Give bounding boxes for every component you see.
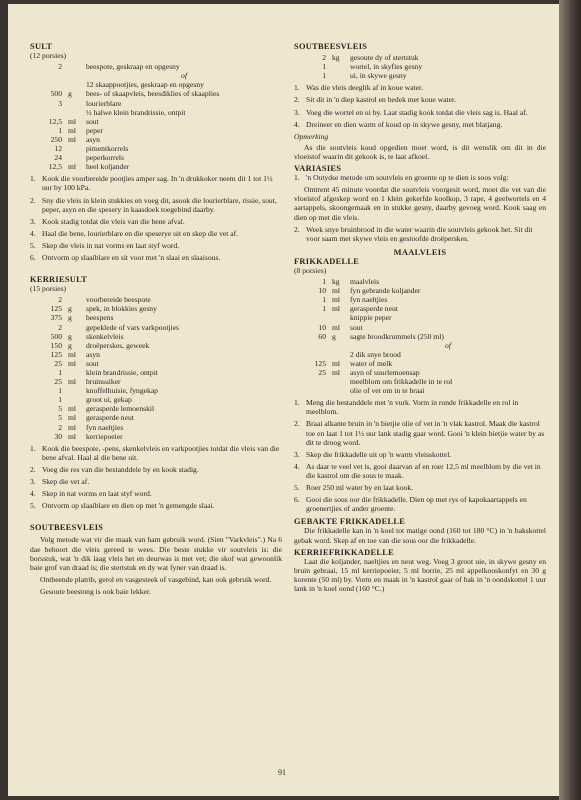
note-text: As die soutvleis koud opgedien moet word, is dit wenslik om dit in die vloeistof waarin dit gekook is, te laat afkoel. <box>294 142 546 161</box>
ingredient-name: ui, in skywe gesny <box>350 71 407 81</box>
ingredient-unit: ml <box>332 304 341 314</box>
ingredient-name: voorbereide beespote <box>86 295 151 305</box>
ingredient-quantity: 25 <box>54 358 62 368</box>
ingredient-unit <box>68 99 84 108</box>
ingredient-quantity: 2 <box>322 53 326 63</box>
ingredient-unit: ml <box>332 322 341 332</box>
sult-ingredients <box>30 62 282 171</box>
method-step: 5. Skep die vleis in nat vorms en laat styf word. <box>30 240 180 250</box>
frikkadelle-method <box>294 398 546 513</box>
ingredient-name: fyn gebrande koljander <box>350 286 421 296</box>
ingredient-name: klein brandrissie, ontpit <box>86 368 158 377</box>
soutbeesvleis-intro-para: Ontbeende platrib, gerol en vasgesteek of vasgebind, kan ook gebruik word. <box>40 574 272 584</box>
ingredient-unit: g <box>332 331 336 341</box>
left-column <box>30 42 282 599</box>
ingredient-unit: ml <box>68 116 77 126</box>
method-step: 1. Kook die beespote, -pens, skenkelvleis en varkpootjies totdat die vleis van die bene afval. Haal al die bene uit. <box>30 443 280 462</box>
kerriesult-ingredients <box>30 295 282 441</box>
ingredient-quantity: 12,5 <box>48 116 62 126</box>
ingredient-quantity <box>294 350 330 359</box>
variasies-step: 1. 'n Outydse metode om soutvleis en groente op te dien is soos volg: <box>294 173 509 183</box>
ingredient-name: lourierblare <box>86 98 122 108</box>
frikkadelle-ingredients <box>294 277 546 395</box>
ingredient-unit <box>332 62 348 71</box>
ingredient-name: sout <box>86 116 99 126</box>
ingredient-name: sout <box>86 358 99 368</box>
method-step: 1. Was die vleis deeglik af in koue water. <box>294 83 424 93</box>
method-step: 3. Voeg die wortel en ui by. Laat stadig kook totdat die vleis sag is. Haal af. <box>294 107 528 117</box>
ingredient-name: fyn naeltjies <box>350 295 388 305</box>
method-step: 3. Skep die frikkadelle uit op 'n warm vleisskottel. <box>294 449 452 459</box>
ingredient-unit: ml <box>68 377 77 387</box>
ingredient-quantity: 125 <box>314 358 326 368</box>
ingredient-name: beespote, geskraap en opgesny <box>86 62 180 72</box>
ingredient-unit: kg <box>332 277 340 287</box>
maalvleis-title: MAALVLEIS <box>393 247 447 257</box>
ingredient-unit: ml <box>332 286 341 296</box>
ingredient-quantity <box>294 377 330 386</box>
ingredient-quantity: 10 <box>318 322 326 332</box>
ingredient-unit <box>68 386 84 395</box>
method-step: 3. Skep die vet af. <box>30 477 90 487</box>
ingredient-quantity: 12,5 <box>48 162 62 172</box>
ingredient-unit <box>68 395 84 404</box>
sult-serves: (12 porsies) <box>30 51 67 61</box>
kerriesult-method <box>30 444 282 511</box>
kerriefrikkadelle-para: Laat die koljander, naeltjies en neut weg. Voeg 3 groot uie, in skywe gesny en bruin gebraai, 15 ml kerriepoeier, 5 ml borrie, 25 ml appelkooskonfyt en 30 g korente (50 ml) by. Vorm en maak in 'n kastrol gaar of bak in 'n oondskottel 1 uur lank in 'n koel oond (160 °C.) <box>294 556 546 593</box>
ingredient-quantity: 60 <box>318 331 326 341</box>
ingredient-quantity: 25 <box>54 377 62 387</box>
ingredient-unit <box>68 295 84 304</box>
ingredient-quantity: 1 <box>322 71 326 81</box>
ingredient-name: groot ui, gekap <box>86 395 132 405</box>
ingredient-quantity: 250 <box>50 134 62 144</box>
ingredient-unit: ml <box>68 125 77 135</box>
ingredient-quantity: 1 <box>58 125 62 135</box>
book-spine <box>559 0 581 800</box>
note-label: Opmerking <box>294 131 329 141</box>
ingredient-quantity: 30 <box>54 431 62 441</box>
ingredient-quantity: 1 <box>58 386 62 396</box>
frikkadelle-serves: (8 porsies) <box>294 265 327 275</box>
ingredient-quantity: 10 <box>318 286 326 296</box>
ingredient-unit <box>68 108 84 117</box>
ingredient-unit <box>332 313 348 322</box>
or-separator: of <box>181 71 187 81</box>
method-step: 4. Dreineer en dien warm of koud op in skywe gesny, met blatjang. <box>294 119 503 129</box>
ingredient-unit <box>68 323 84 332</box>
ingredient-unit: kg <box>332 53 340 63</box>
method-step: 5. Ontvorm op slaaiblare en dien op met 'n gemengde slaai. <box>30 501 215 511</box>
method-step: 2. Sit dit in 'n diep kastrol en bedek met koue water. <box>294 95 457 105</box>
ingredient-name: heel koljander <box>86 162 130 172</box>
ingredient-name: droëperskes, geweek <box>86 340 150 350</box>
kerriesult-title: KERRIESULT <box>30 275 88 285</box>
variasies-para: Omtrent 45 minute voordat die soutvleis voorgesit word, moet die vet van die vloeistof afgeskep word en 1 klein gekerfde koolkop, 3 rape, 4 geelwortels en 4 aartappels, skoongemaak en in stukke gesny, daarby gevoeg word. Kook saag en dien op met die vleis. <box>294 185 546 222</box>
or-separator: of <box>445 340 451 350</box>
method-step: 2. Sny die vleis in klein stukkies en voeg dit, asook die lourierblare, rissie, sout, peper, asyn en die spesery in kaasdoek toegebind daarby. <box>30 195 277 214</box>
ingredient-name: peper <box>86 125 103 135</box>
ingredient-quantity <box>294 313 330 322</box>
method-step: 4. Haal die bene, lourierblare en die speserye uit en skep die vet af. <box>30 228 239 238</box>
ingredient-quantity: 24 <box>54 153 62 163</box>
ingredient-name: gesoute dy of stertstuk <box>350 53 419 63</box>
ingredient-name: 2 dik snye brood <box>350 349 401 359</box>
ingredient-name: bees- of skaapvleis, beesdiklies of skaaplies <box>86 89 220 99</box>
ingredient-unit <box>332 350 348 359</box>
sult-title: SULT <box>30 42 53 51</box>
frikkadelle-title: FRIKKADELLE <box>294 256 360 266</box>
ingredient-quantity: 500 <box>50 331 62 341</box>
ingredient-quantity: 5 <box>58 404 62 414</box>
method-step: 2. Braai alkante bruin in 'n bietjie olie of vet in 'n vlak kastrol. Maak die kastrol toe en laat 1 tot 1½ uur lank stadig gaar word. Gooi 'n klein bietjie water by as dit te droog word. <box>294 419 545 447</box>
variasies-step: 2. Week snye bruinbrood in die water waarin die soutvleis gekook het. Sit dit voor saam met skywe vleis en gestoofde droëperskes. <box>294 224 533 243</box>
ingredient-quantity: 3 <box>58 98 62 108</box>
ingredient-name: skenkelvleis <box>86 331 124 341</box>
soutbeesvleis-title: SOUTBEESVLEIS <box>294 42 368 51</box>
ingredient-unit <box>68 144 84 153</box>
ingredient-name: gerasperde neut <box>86 413 134 423</box>
ingredient-name: water of melk <box>350 358 393 368</box>
ingredient-quantity: 1 <box>322 304 326 314</box>
ingredient-quantity: 2 <box>58 422 62 432</box>
ingredient-unit: ml <box>68 162 77 172</box>
ingredient-unit <box>68 368 84 377</box>
page-number: 91 <box>278 768 286 777</box>
ingredient-name: kerriepoeier <box>86 431 123 441</box>
method-step: 5. Roer 250 ml water by en laat kook. <box>294 483 414 493</box>
kerriesult-serves: (15 porsies) <box>30 284 67 294</box>
method-step: 6. Gooi die sous oor die frikkadelle. Dien op met rys of kapokaartappels en groenertjies of ander groente. <box>294 495 527 514</box>
soutbeesvleis-intro-para: Gesoute beestong is ook baie lekker. <box>40 586 151 596</box>
ingredient-quantity: 1 <box>58 368 62 377</box>
ingredient-quantity: 125 <box>50 304 62 314</box>
ingredient-quantity: 1 <box>322 295 326 305</box>
ingredient-quantity: 25 <box>318 368 326 377</box>
variasies-title: VARIASIES <box>294 164 342 174</box>
ingredient-unit: ml <box>68 404 77 414</box>
ingredient-quantity <box>30 80 66 89</box>
ingredient-unit: g <box>68 331 72 341</box>
ingredient-name: meelblom om frikkadelle in te rol <box>350 377 453 387</box>
ingredient-quantity: 150 <box>50 340 62 350</box>
ingredient-unit: g <box>68 89 72 99</box>
ingredient-name: wortel, in skyfies gesny <box>350 62 423 72</box>
ingredient-name: pimentkorrels <box>86 144 129 154</box>
ingredient-name: spek, in blokkies gesny <box>86 304 157 314</box>
ingredient-name: gepeklede of vars varkpootjies <box>86 322 179 332</box>
ingredient-name: asyn <box>86 349 100 359</box>
ingredient-unit: g <box>68 304 72 314</box>
ingredient-quantity: 1 <box>322 277 326 287</box>
ingredient-unit <box>332 71 348 80</box>
ingredient-quantity <box>294 386 330 395</box>
soutbeesvleis-method <box>294 83 546 128</box>
method-step: 2. Voeg die res van die bestanddele by en kook stadig. <box>30 464 199 474</box>
method-step: 3. Kook stadig totdat die vleis van die bene afval. <box>30 216 185 226</box>
ingredient-quantity: 2 <box>58 322 62 332</box>
ingredient-unit <box>332 386 348 395</box>
method-step: 1. Meng die bestanddele met 'n vurk. Vorm in ronde frikkadelle en rol in meelblom. <box>294 398 519 417</box>
ingredient-unit <box>68 80 84 89</box>
ingredient-name: peperkorrels <box>86 153 124 163</box>
ingredient-unit: ml <box>68 134 77 144</box>
ingredient-name: knoffelhuisie, fyngekap <box>86 386 158 396</box>
soutbeesvleis-intro-para: Volg metode wat vir die maak van ham gebruik word. (Sien "Varkvleis".) Na 6 dae behoort die vleis gereed te wees. Die beste stukke vir soutvleis is: die borsstuk, wat 'n dik laag vleis het en deurwas is met vet; die skof wat gewoonlik baie grof van draad is; die stertstuk en dy wat fyner van draad is. <box>30 535 282 572</box>
method-step: 6. Ontvorm op slaaiblare en sit voor met 'n slaai en slaaisous. <box>30 252 221 262</box>
gebakte-para: Die frikkadelle kan in 'n koel tot matige oond (160 tot 180 °C) in 'n bakskottel gebak word. Skep af en toe van die sous oor die frikkadelle. <box>294 526 546 545</box>
ingredient-unit: ml <box>68 413 77 423</box>
gebakte-title: GEBAKTE FRIKKADELLE <box>294 517 406 527</box>
ingredient-unit: g <box>68 340 72 350</box>
ingredient-unit: ml <box>68 431 77 441</box>
kerriefrikkadelle-title: KERRIEFRIKKADELLE <box>294 547 395 557</box>
right-column <box>294 42 546 596</box>
ingredient-name: gerasperde lemoenskil <box>86 404 155 414</box>
ingredient-name: sout <box>350 322 363 332</box>
ingredient-name: asyn <box>86 134 100 144</box>
ingredient-unit: ml <box>68 422 77 432</box>
ingredient-quantity: 5 <box>58 413 62 423</box>
method-step: 1. Kook die voorbereide pootjies amper sag. In 'n drukkoker neem dit 1 tot 1½ uur by 100 kPa. <box>30 174 273 193</box>
ingredient-unit: ml <box>332 358 341 368</box>
ingredient-quantity: 500 <box>50 89 62 99</box>
ingredient-unit: ml <box>332 295 341 305</box>
ingredient-name: gerasperde neut <box>350 304 398 314</box>
ingredient-unit <box>332 377 348 386</box>
ingredient-name: olie of vet om in te braai <box>350 386 425 396</box>
ingredient-unit: ml <box>68 358 77 368</box>
soutbeesvleis-intro-title: SOUTBEESVLEIS <box>30 523 104 533</box>
ingredient-name: sagte broodkrummels (250 ml) <box>350 331 444 341</box>
ingredient-name: bruinsuiker <box>86 377 121 387</box>
ingredient-name: 12 skaappootjies, geskraap en opgesny <box>86 80 204 90</box>
ingredient-quantity: 12 <box>54 144 62 154</box>
ingredient-name: beespens <box>86 313 114 323</box>
sult-method <box>30 174 282 262</box>
ingredient-unit: g <box>68 313 72 323</box>
ingredient-name: ½ halwe klein brandrissie, ontpit <box>86 107 186 117</box>
ingredient-quantity <box>30 108 66 117</box>
ingredient-unit <box>68 62 84 71</box>
ingredient-unit: ml <box>332 368 341 377</box>
ingredient-name: fyn naeltjies <box>86 422 124 432</box>
ingredient-name: knippie peper <box>350 313 392 323</box>
soutbeesvleis-ingredients <box>294 53 546 80</box>
ingredient-quantity: 125 <box>50 349 62 359</box>
ingredient-name: asyn of suurlemoensap <box>350 368 420 377</box>
cookbook-page <box>8 4 564 796</box>
ingredient-unit: ml <box>68 349 77 359</box>
ingredient-quantity: 375 <box>50 313 62 323</box>
ingredient-quantity: 2 <box>58 295 62 305</box>
method-step: 4. Skep in nat vorms en laat styf word. <box>30 489 152 499</box>
method-step: 4. As daar te veel vet is, gooi daarvan af en roer 12,5 ml meelblom by die vet in die kastrol om die sous te maak. <box>294 461 541 480</box>
ingredient-unit <box>68 153 84 162</box>
ingredient-quantity: 2 <box>58 62 62 72</box>
ingredient-quantity: 1 <box>322 62 326 72</box>
ingredient-quantity: 1 <box>58 395 62 405</box>
ingredient-name: maalvleis <box>350 277 380 287</box>
